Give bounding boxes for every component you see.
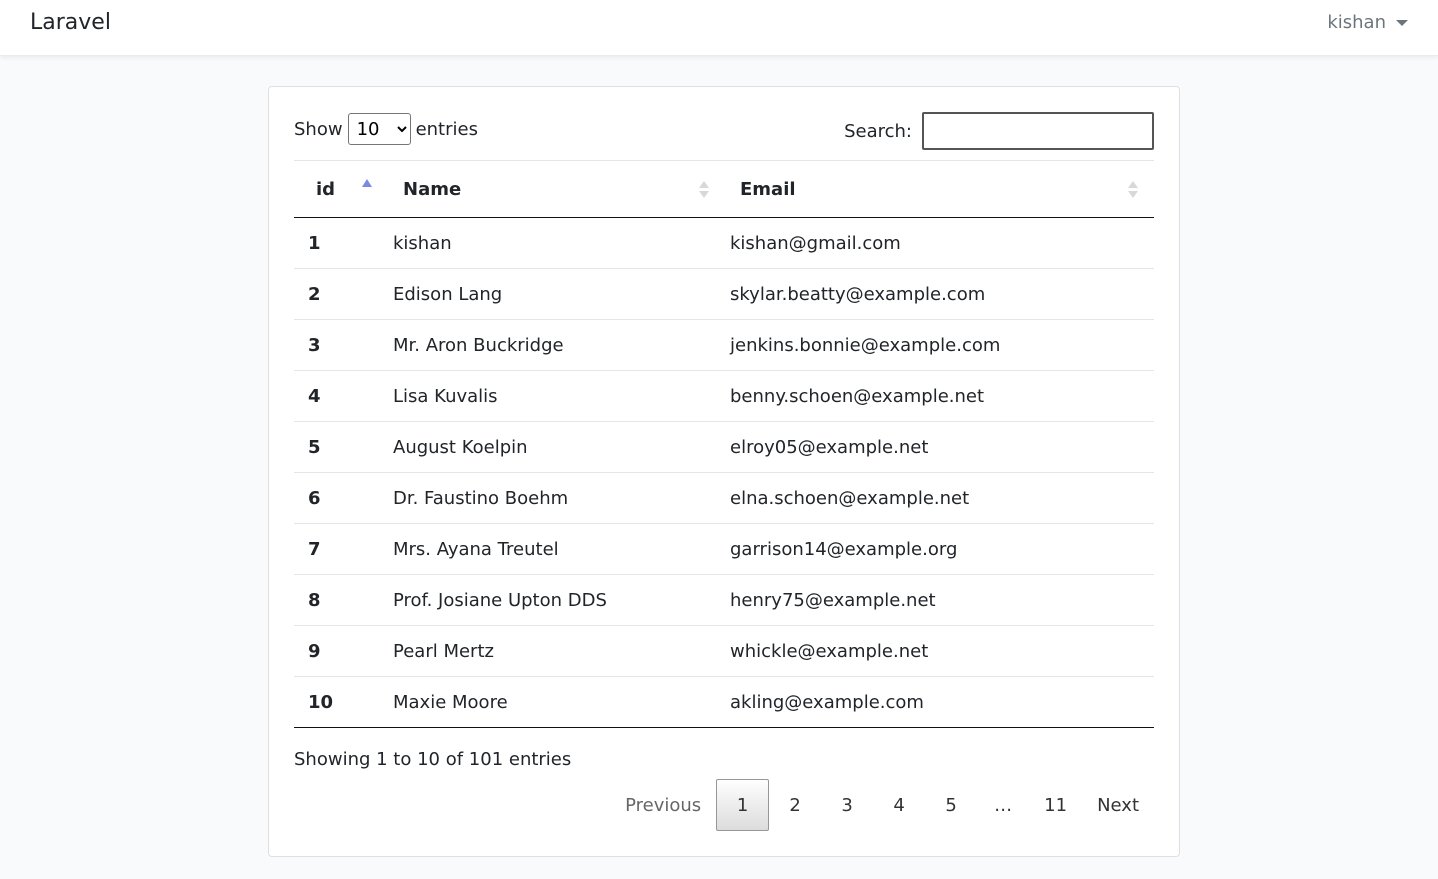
cell-id: 3 <box>294 320 393 371</box>
table-row <box>294 473 1154 524</box>
table-row <box>294 524 1154 575</box>
caret-down-icon <box>1396 20 1408 26</box>
cell-email: akling@example.com <box>730 677 1154 728</box>
user-dropdown-toggle[interactable] <box>1327 12 1408 33</box>
page-button-1[interactable]: 1 <box>716 779 769 831</box>
pagination-ellipsis: … <box>994 794 1013 816</box>
page-button-5[interactable]: 5 <box>945 794 957 816</box>
users-card <box>268 86 1180 857</box>
cell-email: garrison14@example.org <box>730 524 1154 575</box>
table-row <box>294 320 1154 371</box>
cell-id: 6 <box>294 473 393 524</box>
table-row <box>294 269 1154 320</box>
cell-id: 9 <box>294 626 393 677</box>
previous-page-button[interactable]: Previous <box>625 794 702 816</box>
cell-name: Prof. Josiane Upton DDS <box>393 575 730 626</box>
users-table <box>294 160 1154 728</box>
cell-email: benny.schoen@example.net <box>730 371 1154 422</box>
column-header-email[interactable] <box>730 161 1154 218</box>
cell-name: kishan <box>393 218 730 269</box>
cell-email: elroy05@example.net <box>730 422 1154 473</box>
search-control <box>844 112 1154 150</box>
cell-id: 4 <box>294 371 393 422</box>
user-name: kishan <box>1327 12 1386 33</box>
cell-name: Mr. Aron Buckridge <box>393 320 730 371</box>
page-button-11[interactable]: 11 <box>1044 794 1068 816</box>
column-label-id: id <box>316 178 336 200</box>
cell-id: 2 <box>294 269 393 320</box>
table-row <box>294 626 1154 677</box>
pagination <box>610 779 1154 831</box>
cell-email: skylar.beatty@example.com <box>730 269 1154 320</box>
table-row <box>294 422 1154 473</box>
sort-ascending-icon <box>362 179 372 187</box>
cell-email: jenkins.bonnie@example.com <box>730 320 1154 371</box>
cell-email: elna.schoen@example.net <box>730 473 1154 524</box>
cell-name: Maxie Moore <box>393 677 730 728</box>
entries-label: entries <box>415 118 478 140</box>
cell-name: Edison Lang <box>393 269 730 320</box>
cell-name: Mrs. Ayana Treutel <box>393 524 730 575</box>
page-length-control <box>294 113 478 145</box>
column-label-email: Email <box>740 178 796 200</box>
search-input[interactable] <box>922 112 1154 150</box>
cell-name: August Koelpin <box>393 422 730 473</box>
cell-name: Pearl Mertz <box>393 626 730 677</box>
table-row <box>294 371 1154 422</box>
table-header-row <box>294 161 1154 218</box>
cell-id: 1 <box>294 218 393 269</box>
page-button-4[interactable]: 4 <box>893 794 905 816</box>
next-page-button[interactable]: Next <box>1097 794 1139 816</box>
column-header-id[interactable] <box>294 161 393 218</box>
cell-id: 8 <box>294 575 393 626</box>
table-row <box>294 575 1154 626</box>
sort-both-icon <box>699 181 709 199</box>
cell-id: 10 <box>294 677 393 728</box>
cell-name: Dr. Faustino Boehm <box>393 473 730 524</box>
cell-id: 5 <box>294 422 393 473</box>
cell-email: whickle@example.net <box>730 626 1154 677</box>
cell-id: 7 <box>294 524 393 575</box>
table-row <box>294 218 1154 269</box>
page-length-select[interactable] <box>348 113 411 145</box>
column-label-name: Name <box>403 178 462 200</box>
sort-both-icon <box>1128 181 1138 199</box>
table-row <box>294 677 1154 728</box>
users-table-wrapper <box>294 160 1154 728</box>
cell-email: henry75@example.net <box>730 575 1154 626</box>
show-label: Show <box>294 118 343 140</box>
column-header-name[interactable] <box>393 161 730 218</box>
cell-name: Lisa Kuvalis <box>393 371 730 422</box>
cell-email: kishan@gmail.com <box>730 218 1154 269</box>
page-button-2[interactable]: 2 <box>789 794 801 816</box>
search-label: Search: <box>844 120 912 142</box>
brand-link[interactable]: Laravel <box>30 10 111 35</box>
page-button-3[interactable]: 3 <box>841 794 853 816</box>
top-navbar <box>0 0 1438 56</box>
table-info: Showing 1 to 10 of 101 entries <box>294 749 572 770</box>
